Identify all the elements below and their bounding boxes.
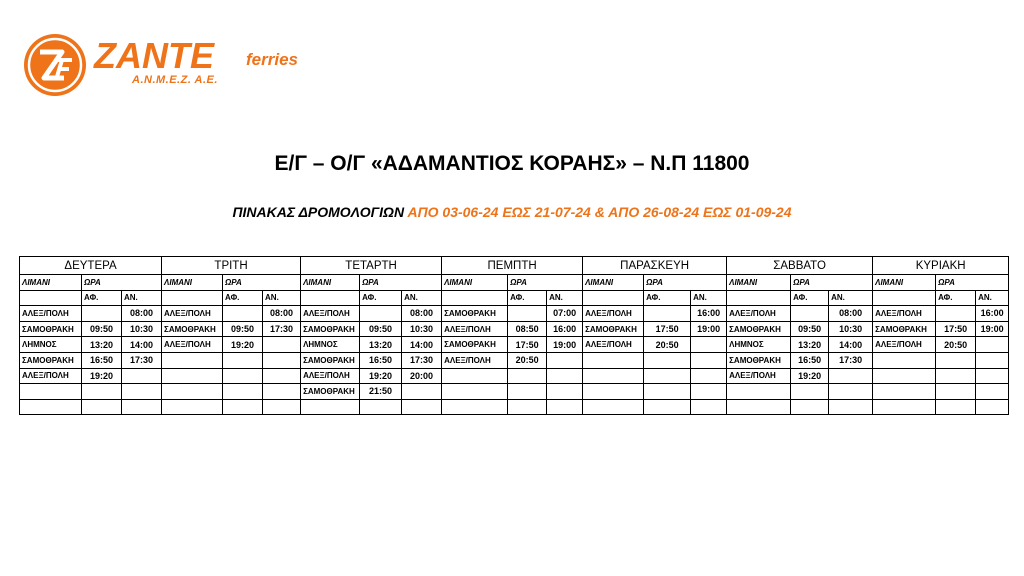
departure-time-cell [644,399,691,415]
port-cell: ΑΛΕΞ/ΠΟΛΗ [873,337,936,353]
page-title: Ε/Γ – Ο/Γ «ΑΔΑΜΑΝΤΙΟΣ ΚΟΡΑΗΣ» – Ν.Π 11800 [274,152,750,175]
arrival-time-cell: 08:00 [263,306,301,322]
departure-time-cell: 16:50 [82,352,122,368]
port-label: ΛΙΜΑΝΙ [301,275,360,291]
departure-time-cell: 09:50 [791,321,829,337]
port-cell: ΑΛΕΞ/ΠΟΛΗ [301,306,360,322]
schedule-subtitle [0,204,1024,220]
arrival-time-cell: 17:30 [263,321,301,337]
departure-label: ΑΦ. [82,290,122,306]
departure-time-cell [644,352,691,368]
port-cell [727,384,791,400]
port-cell [442,399,508,415]
departure-time-cell [936,368,976,384]
table-row [20,306,1009,322]
arrival-time-cell: 16:00 [976,306,1009,322]
empty-cell [727,290,791,306]
port-cell: ΑΛΕΞ/ΠΟΛΗ [162,337,223,353]
departure-time-cell [223,306,263,322]
departure-time-cell [223,368,263,384]
port-cell: ΣΑΜΟΘΡΑΚΗ [583,321,644,337]
port-cell: ΑΛΕΞ/ΠΟΛΗ [583,337,644,353]
arrival-time-cell: 17:30 [122,352,162,368]
departure-time-cell [223,352,263,368]
departure-time-cell [508,384,547,400]
port-cell [583,399,644,415]
arrival-time-cell [263,337,301,353]
arrival-label: ΑΝ. [547,290,583,306]
arrival-time-cell [976,384,1009,400]
departure-time-cell [360,306,402,322]
empty-cell [162,290,223,306]
departure-time-cell: 21:50 [360,384,402,400]
brand-suffix: ferries [246,50,298,69]
subtitle-period: ΑΠΟ 03-06-24 ΕΩΣ 21-07-24 & ΑΠΟ 26-08-24 ΕΩΣ 01-09-24 [407,204,792,220]
table-row [20,321,1009,337]
arrival-time-cell: 08:00 [829,306,873,322]
arrival-time-cell [263,352,301,368]
arrival-time-cell [976,368,1009,384]
port-cell: ΣΑΜΟΘΡΑΚΗ [162,321,223,337]
arrival-time-cell: 14:00 [829,337,873,353]
departure-time-cell [644,368,691,384]
port-cell [162,399,223,415]
port-cell: ΑΛΕΞ/ΠΟΛΗ [20,306,82,322]
arrival-time-cell [122,368,162,384]
port-cell: ΑΛΕΞ/ΠΟΛΗ [583,306,644,322]
port-cell: ΣΑΜΟΘΡΑΚΗ [301,352,360,368]
arrival-time-cell: 07:00 [547,306,583,322]
arrival-time-cell [547,384,583,400]
arrival-label: ΑΝ. [263,290,301,306]
departure-time-cell [936,306,976,322]
port-cell [583,368,644,384]
port-cell: ΣΑΜΟΘΡΑΚΗ [20,352,82,368]
arrival-time-cell [402,399,442,415]
departure-label: ΑΦ. [936,290,976,306]
day-header: ΚΥΡΙΑΚΗ [873,257,1009,275]
empty-cell [20,290,82,306]
arrival-label: ΑΝ. [829,290,873,306]
port-cell [583,384,644,400]
arrival-time-cell: 10:30 [402,321,442,337]
port-cell [873,399,936,415]
departure-time-cell: 13:20 [360,337,402,353]
arrival-label: ΑΝ. [122,290,162,306]
departure-time-cell: 17:50 [508,337,547,353]
port-cell [873,352,936,368]
day-header: ΔΕΥΤΕΡΑ [20,257,162,275]
zante-ferries-logo-icon [22,32,88,98]
port-cell: ΑΛΕΞ/ΠΟΛΗ [727,306,791,322]
departure-time-cell [508,368,547,384]
departure-time-cell [791,306,829,322]
port-cell: ΛΗΜΝΟΣ [20,337,82,353]
arrival-time-cell [691,368,727,384]
arrival-time-cell [829,399,873,415]
arrival-time-cell [976,337,1009,353]
port-cell [20,384,82,400]
time-label: ΩΡΑ [791,275,873,291]
brand-logo [22,32,322,98]
arrival-time-cell: 17:30 [829,352,873,368]
departure-time-cell: 19:20 [791,368,829,384]
arrival-time-cell: 14:00 [402,337,442,353]
column-label-row [20,275,1009,291]
departure-time-cell [82,306,122,322]
departure-time-cell [936,399,976,415]
arrival-time-cell: 19:00 [691,321,727,337]
port-cell [162,384,223,400]
port-cell [727,399,791,415]
day-header: ΠΑΡΑΣΚΕΥΗ [583,257,727,275]
departure-time-cell: 19:20 [223,337,263,353]
time-label: ΩΡΑ [508,275,583,291]
port-cell: ΣΑΜΟΘΡΑΚΗ [442,337,508,353]
arrival-time-cell: 19:00 [976,321,1009,337]
time-label: ΩΡΑ [223,275,301,291]
departure-time-cell: 20:50 [936,337,976,353]
port-cell [873,368,936,384]
port-cell: ΣΑΜΟΘΡΑΚΗ [442,306,508,322]
departure-label: ΑΦ. [644,290,691,306]
departure-time-cell [791,384,829,400]
departure-time-cell: 16:50 [791,352,829,368]
table-row [20,352,1009,368]
departure-time-cell [82,384,122,400]
departure-time-cell: 17:50 [644,321,691,337]
table-row [20,368,1009,384]
table-row [20,384,1009,400]
departure-time-cell: 09:50 [82,321,122,337]
port-cell [442,368,508,384]
subtitle-prefix: ΠΙΝΑΚΑΣ ΔΡΟΜΟΛΟΓΙΩΝ [232,204,405,220]
departure-time-cell [508,399,547,415]
arrival-time-cell [122,399,162,415]
departure-time-cell: 17:50 [936,321,976,337]
departure-time-cell [936,384,976,400]
port-cell: ΣΑΜΟΘΡΑΚΗ [727,352,791,368]
arrival-time-cell: 08:00 [122,306,162,322]
arrival-time-cell [263,368,301,384]
port-cell: ΛΗΜΝΟΣ [301,337,360,353]
port-cell: ΑΛΕΞ/ΠΟΛΗ [727,368,791,384]
departure-time-cell: 16:50 [360,352,402,368]
brand-company: Α.Ν.Μ.Ε.Ζ. Α.Ε. [132,74,218,86]
port-label: ΛΙΜΑΝΙ [873,275,936,291]
dep-arr-label-row [20,290,1009,306]
departure-time-cell: 08:50 [508,321,547,337]
departure-time-cell: 19:20 [360,368,402,384]
port-cell [442,384,508,400]
arrival-time-cell: 17:30 [402,352,442,368]
departure-time-cell [936,352,976,368]
arrival-label: ΑΝ. [402,290,442,306]
port-label: ΛΙΜΑΝΙ [20,275,82,291]
time-label: ΩΡΑ [82,275,162,291]
time-label: ΩΡΑ [936,275,1009,291]
departure-time-cell: 19:20 [82,368,122,384]
port-label: ΛΙΜΑΝΙ [727,275,791,291]
arrival-time-cell [122,384,162,400]
port-cell [301,399,360,415]
port-cell: ΑΛΕΞ/ΠΟΛΗ [873,306,936,322]
arrival-time-cell [691,384,727,400]
arrival-time-cell: 08:00 [402,306,442,322]
port-cell: ΑΛΕΞ/ΠΟΛΗ [20,368,82,384]
brand-name: ZANTE [94,35,214,76]
arrival-time-cell [691,337,727,353]
arrival-time-cell [547,368,583,384]
arrival-time-cell: 19:00 [547,337,583,353]
empty-cell [442,290,508,306]
departure-time-cell [223,399,263,415]
arrival-time-cell [691,352,727,368]
schedule-table [19,256,1009,415]
departure-time-cell: 09:50 [360,321,402,337]
arrival-time-cell [829,384,873,400]
arrival-time-cell [691,399,727,415]
arrival-time-cell: 20:00 [402,368,442,384]
departure-time-cell: 20:50 [644,337,691,353]
departure-label: ΑΦ. [360,290,402,306]
departure-time-cell [791,399,829,415]
arrival-label: ΑΝ. [976,290,1009,306]
departure-time-cell [508,306,547,322]
port-cell [20,399,82,415]
port-cell: ΛΗΜΝΟΣ [727,337,791,353]
empty-cell [301,290,360,306]
arrival-time-cell [547,399,583,415]
day-header-row [20,257,1009,275]
port-cell: ΑΛΕΞ/ΠΟΛΗ [442,352,508,368]
port-label: ΛΙΜΑΝΙ [442,275,508,291]
time-label: ΩΡΑ [360,275,442,291]
arrival-time-cell: 16:00 [547,321,583,337]
port-cell [162,352,223,368]
port-cell [162,368,223,384]
departure-time-cell: 13:20 [82,337,122,353]
arrival-time-cell [976,399,1009,415]
arrival-time-cell [263,399,301,415]
port-label: ΛΙΜΑΝΙ [583,275,644,291]
time-label: ΩΡΑ [644,275,727,291]
departure-time-cell: 20:50 [508,352,547,368]
empty-cell [583,290,644,306]
table-row [20,337,1009,353]
port-cell: ΣΑΜΟΘΡΑΚΗ [873,321,936,337]
arrival-time-cell [547,352,583,368]
departure-time-cell [360,399,402,415]
day-header: ΤΕΤΑΡΤΗ [301,257,442,275]
port-cell: ΣΑΜΟΘΡΑΚΗ [20,321,82,337]
departure-time-cell: 13:20 [791,337,829,353]
arrival-time-cell [263,384,301,400]
departure-label: ΑΦ. [508,290,547,306]
table-row [20,399,1009,415]
port-cell [873,384,936,400]
port-cell: ΣΑΜΟΘΡΑΚΗ [301,321,360,337]
arrival-time-cell: 10:30 [829,321,873,337]
port-cell: ΑΛΕΞ/ΠΟΛΗ [442,321,508,337]
arrival-time-cell: 10:30 [122,321,162,337]
departure-label: ΑΦ. [791,290,829,306]
arrival-time-cell: 16:00 [691,306,727,322]
arrival-time-cell [976,352,1009,368]
port-cell: ΑΛΕΞ/ΠΟΛΗ [301,368,360,384]
port-cell [583,352,644,368]
departure-time-cell [644,306,691,322]
departure-time-cell: 09:50 [223,321,263,337]
arrival-time-cell [829,368,873,384]
port-cell: ΣΑΜΟΘΡΑΚΗ [727,321,791,337]
port-label: ΛΙΜΑΝΙ [162,275,223,291]
port-cell: ΑΛΕΞ/ΠΟΛΗ [162,306,223,322]
departure-label: ΑΦ. [223,290,263,306]
arrival-time-cell [402,384,442,400]
port-cell: ΣΑΜΟΘΡΑΚΗ [301,384,360,400]
day-header: ΤΡΙΤΗ [162,257,301,275]
arrival-time-cell: 14:00 [122,337,162,353]
day-header: ΠΕΜΠΤΗ [442,257,583,275]
empty-cell [873,290,936,306]
day-header: ΣΑΒΒΑΤΟ [727,257,873,275]
arrival-label: ΑΝ. [691,290,727,306]
departure-time-cell [82,399,122,415]
departure-time-cell [223,384,263,400]
departure-time-cell [644,384,691,400]
